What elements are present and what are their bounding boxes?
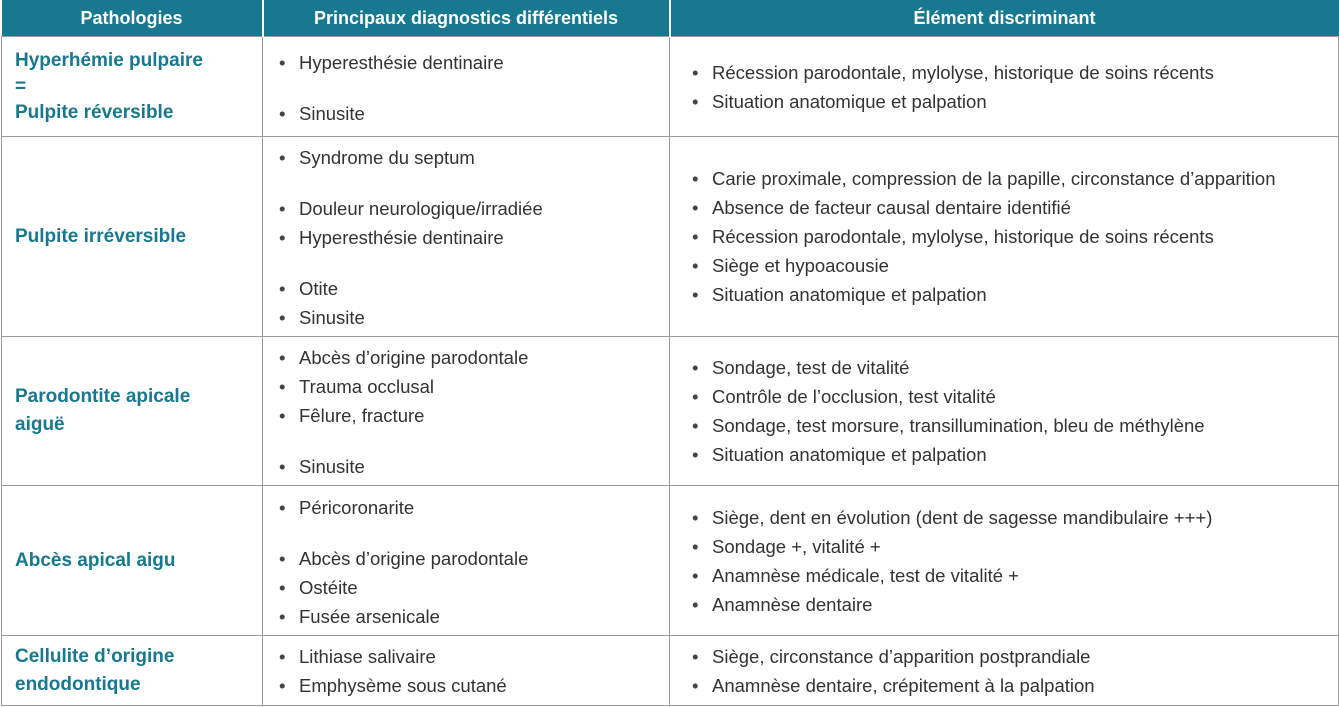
pathology-line: aiguë xyxy=(15,414,65,435)
discriminant-cell xyxy=(670,636,1339,706)
pathology-cell xyxy=(2,337,263,486)
pathology-line: endodontique xyxy=(15,673,141,695)
table-row xyxy=(2,636,1339,706)
pathology-cell xyxy=(2,486,263,636)
diagnostics-cell xyxy=(263,636,670,706)
diagnostic-item: • Lithiase salivaire xyxy=(275,642,669,671)
discriminant-item: • Anamnèse dentaire, crépitement à la palpation xyxy=(688,671,1338,700)
diagnostic-item: • Douleur neurologique/irradiée xyxy=(275,194,669,223)
pathology-line: Pulpite réversible xyxy=(15,101,174,123)
table-row xyxy=(2,337,1339,486)
pathology-cell xyxy=(2,137,263,337)
discriminant-item: • Siège, circonstance d’apparition postprandiale xyxy=(688,642,1338,671)
diagnostics-cell xyxy=(263,37,670,137)
pathology-cell xyxy=(2,636,263,706)
pathology-cell xyxy=(2,37,263,137)
pathology-line: = xyxy=(15,75,27,97)
discriminant-cell xyxy=(670,137,1339,337)
diagnostics-cell xyxy=(263,137,670,337)
header-discriminant: Élément discriminant xyxy=(670,0,1339,37)
pathology-line: Pulpite irréversible xyxy=(15,225,187,247)
diagnostic-item: • Abcès d’origine parodontale xyxy=(275,343,669,372)
diagnostic-item: • Abcès d’origine parodontale xyxy=(275,544,669,573)
discriminant-item: • Récession parodontale, mylolyse, historique de soins récents xyxy=(688,58,1338,87)
discriminant-item: • Sondage, test morsure, transillumination, bleu de méthylène xyxy=(688,411,1338,440)
diagnostic-item: • Syndrome du septum xyxy=(275,143,669,172)
header-row xyxy=(2,0,1339,37)
discriminant-cell xyxy=(670,337,1339,486)
diagnostic-item: • Otite xyxy=(275,274,669,303)
pathology-line: Abcès apical aigu xyxy=(15,549,176,571)
diagnostic-item: • Sinusite xyxy=(275,303,669,332)
header-diagnostics: Principaux diagnostics différentiels xyxy=(263,0,670,37)
discriminant-item: • Anamnèse dentaire xyxy=(688,590,1338,619)
discriminant-item: • Sondage +, vitalité + xyxy=(688,532,1338,561)
discriminant-item: • Situation anatomique et palpation xyxy=(688,440,1338,469)
table-row xyxy=(2,137,1339,337)
differential-diagnosis-table xyxy=(1,0,1339,706)
diagnostic-item: • Fêlure, fracture xyxy=(275,401,669,430)
discriminant-item: • Carie proximale, compression de la papille, circonstance d’apparition xyxy=(688,164,1302,193)
table-row xyxy=(2,486,1339,636)
discriminant-item: • Récession parodontale, mylolyse, historique de soins récents xyxy=(688,222,1338,251)
discriminant-item: • Situation anatomique et palpation xyxy=(688,87,1338,116)
diagnostic-item: • Hyperesthésie dentinaire xyxy=(275,48,669,77)
discriminant-item: • Absence de facteur causal dentaire identifié xyxy=(688,193,1338,222)
diagnostic-item: • Péricoronarite xyxy=(275,493,669,522)
diagnostic-item: • Trauma occlusal xyxy=(275,372,669,401)
diagnostic-item: • Hyperesthésie dentinaire xyxy=(275,223,669,252)
discriminant-cell xyxy=(670,486,1339,636)
diagnostic-item: • Sinusite xyxy=(275,99,669,128)
discriminant-item: • Siège et hypoacousie xyxy=(688,251,1338,280)
diagnostic-item: • Fusée arsenicale xyxy=(275,602,669,631)
diagnostic-item: • Sinusite xyxy=(275,452,669,481)
discriminant-item: • Contrôle de l’occlusion, test vitalité xyxy=(688,382,1338,411)
diagnostic-item: • Ostéite xyxy=(275,573,669,602)
pathology-line: Parodontite apicale xyxy=(15,386,191,407)
pathology-line: Hyperhémie pulpaire xyxy=(15,49,203,71)
discriminant-item: • Sondage, test de vitalité xyxy=(688,353,1338,382)
table-row xyxy=(2,37,1339,137)
discriminant-cell xyxy=(670,37,1339,137)
pathology-line: Cellulite d’origine xyxy=(15,645,175,667)
discriminant-item: • Anamnèse médicale, test de vitalité + xyxy=(688,561,1338,590)
diagnostics-cell xyxy=(263,337,670,486)
discriminant-item: • Siège, dent en évolution (dent de sagesse mandibulaire +++) xyxy=(688,503,1338,532)
diagnostics-cell xyxy=(263,486,670,636)
header-pathologies: Pathologies xyxy=(2,0,263,37)
diagnostic-item: • Emphysème sous cutané xyxy=(275,671,669,700)
discriminant-item: • Situation anatomique et palpation xyxy=(688,280,1338,309)
